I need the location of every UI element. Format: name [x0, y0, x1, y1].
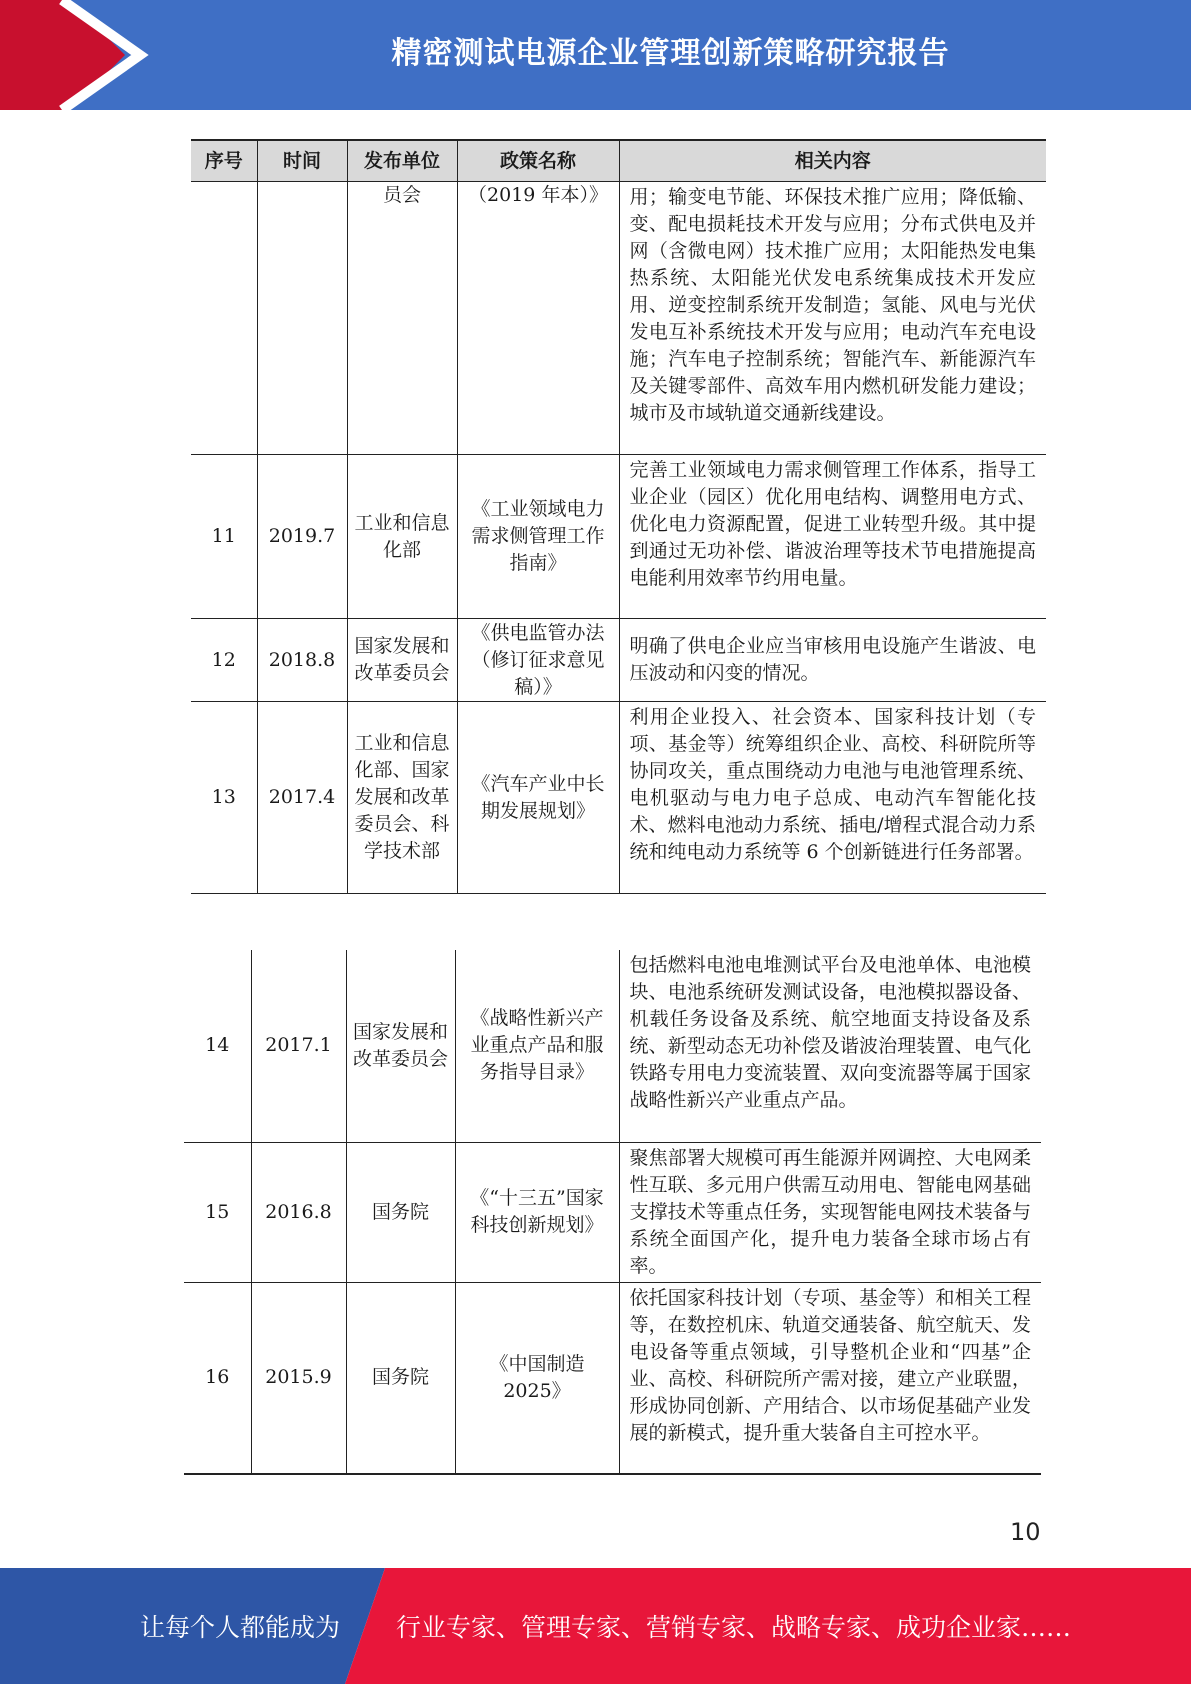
cell-content: 利用企业投入、社会资本、国家科技计划（专项、基金等）统筹组织企业、高校、科研院所等协同攻关，重点围绕动力电池与电池管理系统、电机驱动与电力电子总成、电动汽车智能化技术、燃料电池动力系统、插电/增程式混合动力系统和纯电动力系统等 6 个创新链进行任务部署。: [619, 702, 1046, 894]
table-row: [184, 1282, 1041, 1474]
table-header-row: [191, 140, 1046, 182]
cell-content: 依托国家科技计划（专项、基金等）和相关工程等，在数控机床、轨道交通装备、航空航天、发电设备等重点领域，引导整机企业和“四基”企业、高校、科研院所产需对接，建立产业联盟，形成协同创新、产用结合、以市场促基础产业发展的新模式，提升重大装备自主可控水平。: [619, 1282, 1041, 1474]
footer-slogan-left: 让每个人都能成为: [140, 1613, 341, 1642]
cell-date: 2015.9: [251, 1282, 346, 1474]
cell-no: 14: [184, 950, 251, 1142]
cell-content: 用；输变电节能、环保技术推广应用；降低输、变、配电损耗技术开发与应用；分布式供电及并网（含微电网）技术推广应用；太阳能热发电集热系统、太阳能光伏发电系统集成技术开发应用、逆变控制系统开发制造；氢能、风电与光伏发电互补系统技术开发与应用；电动汽车充电设施；汽车电子控制系统；智能汽车、新能源汽车及关键零部件、高效车用内燃机研发能力建设；城市及市域轨道交通新线建设。: [619, 182, 1046, 455]
col-header-unit: 发布单位: [347, 140, 457, 182]
cell-policy: 《工业领域电力需求侧管理工作指南》: [457, 455, 619, 619]
col-header-date: 时间: [257, 140, 347, 182]
footer-slogan-right: 行业专家、管理专家、营销专家、战略专家、成功企业家……: [396, 1613, 1072, 1642]
cell-policy: 《中国制造2025》: [455, 1282, 619, 1474]
header-banner: [0, 0, 1191, 110]
document-title: 精密测试电源企业管理创新策略研究报告: [391, 36, 950, 71]
cell-no: [191, 182, 257, 455]
cell-date: 2017.4: [257, 702, 347, 894]
table-row: [191, 702, 1046, 894]
cell-policy: （2019 年本）》: [457, 182, 619, 455]
cell-unit: 国家发展和改革委员会: [347, 619, 457, 702]
table-row: [191, 182, 1046, 455]
cell-unit: 工业和信息化部: [347, 455, 457, 619]
footer-banner: [0, 1568, 1191, 1684]
cell-policy: 《“十三五”国家科技创新规划》: [455, 1142, 619, 1282]
cell-no: 13: [191, 702, 257, 894]
cell-content: 明确了供电企业应当审核用电设施产生谐波、电压波动和闪变的情况。: [619, 619, 1046, 702]
cell-date: 2018.8: [257, 619, 347, 702]
cell-content: 完善工业领域电力需求侧管理工作体系，指导工业企业（园区）优化用电结构、调整用电方式、优化电力资源配置，促进工业转型升级。其中提到通过无功补偿、谐波治理等技术节电措施提高电能利用效率节约用电量。: [619, 455, 1046, 619]
page-number: 10: [1010, 1518, 1041, 1546]
cell-unit: 国家发展和改革委员会: [346, 950, 455, 1142]
col-header-policy: 政策名称: [457, 140, 619, 182]
cell-policy: 《供电监管办法（修订征求意见稿）》: [457, 619, 619, 702]
policy-table-part-b: [184, 950, 1041, 1475]
table-row: [191, 455, 1046, 619]
cell-date: [257, 182, 347, 455]
cell-no: 12: [191, 619, 257, 702]
cell-no: 15: [184, 1142, 251, 1282]
col-header-content: 相关内容: [619, 140, 1046, 182]
cell-date: 2019.7: [257, 455, 347, 619]
cell-policy: 《汽车产业中长期发展规划》: [457, 702, 619, 894]
cell-unit: 工业和信息化部、国家发展和改革委员会、科学技术部: [347, 702, 457, 894]
cell-date: 2017.1: [251, 950, 346, 1142]
cell-unit: 国务院: [346, 1282, 455, 1474]
cell-content: 聚焦部署大规模可再生能源并网调控、大电网柔性互联、多元用户供需互动用电、智能电网基础支撑技术等重点任务，实现智能电网技术装备与系统全面国产化，提升电力装备全球市场占有率。: [619, 1142, 1041, 1282]
table-row: [184, 950, 1041, 1142]
cell-unit: 员会: [347, 182, 457, 455]
cell-unit: 国务院: [346, 1142, 455, 1282]
table-row: [184, 1142, 1041, 1282]
cell-policy: 《战略性新兴产业重点产品和服务指导目录》: [455, 950, 619, 1142]
col-header-no: 序号: [191, 140, 257, 182]
cell-no: 11: [191, 455, 257, 619]
chevron-arrow-icon: [0, 0, 160, 110]
cell-content: 包括燃料电池电堆测试平台及电池单体、电池模块、电池系统研发测试设备，电池模拟器设备、机载任务设备及系统、航空地面支持设备及系统、新型动态无功补偿及谐波治理装置、电气化铁路专用电力变流装置、双向变流器等属于国家战略性新兴产业重点产品。: [619, 950, 1041, 1142]
policy-table-part-a: [191, 139, 1046, 894]
table-row: [191, 619, 1046, 702]
cell-date: 2016.8: [251, 1142, 346, 1282]
cell-no: 16: [184, 1282, 251, 1474]
